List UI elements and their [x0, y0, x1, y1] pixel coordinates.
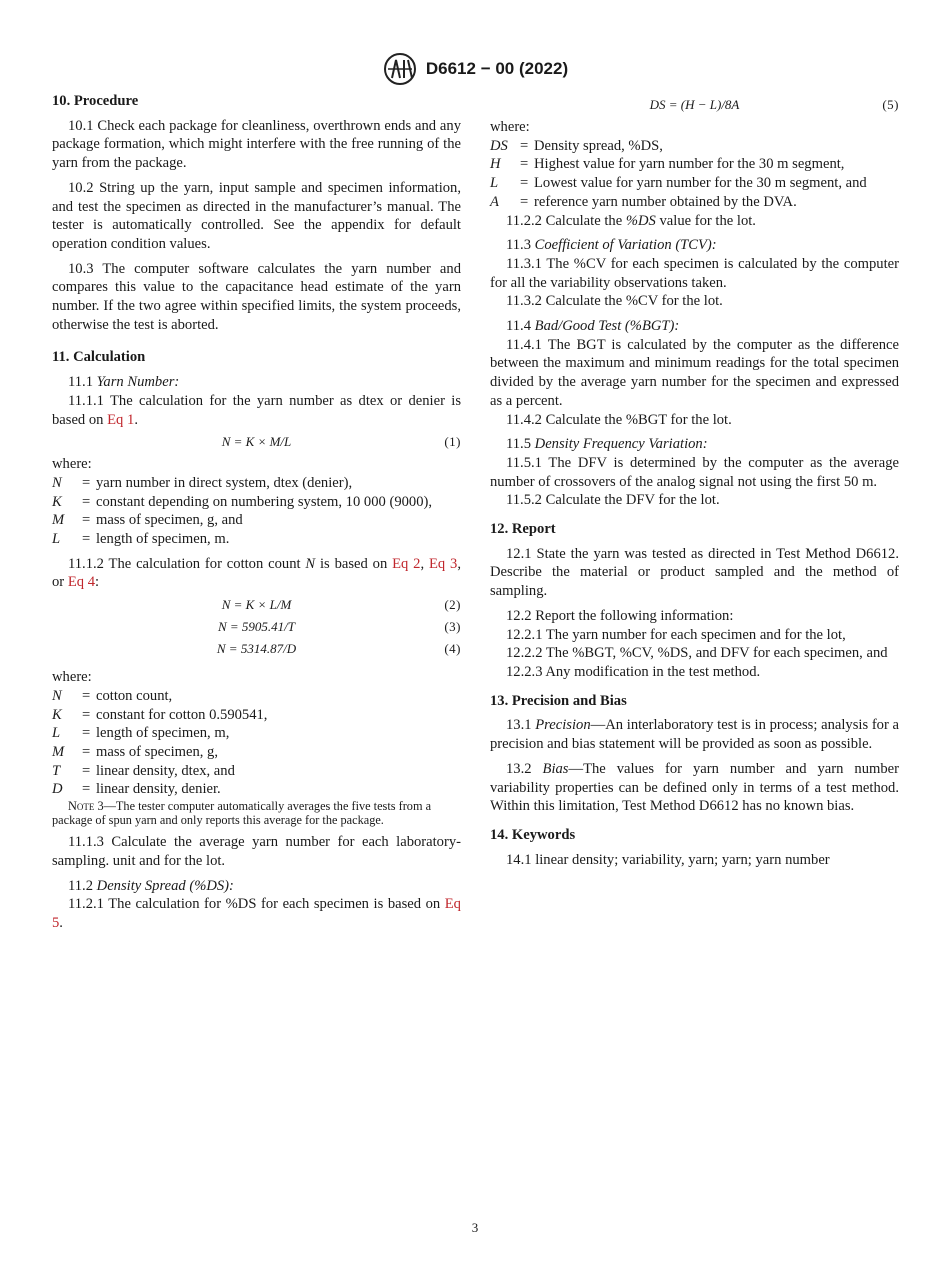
left-column [52, 92, 461, 933]
equation-4: N = 5314.87/D (4) [216, 640, 461, 656]
definition-equals: = [82, 706, 91, 723]
para-13-2: 13.2 Bias—The values for yarn number and yarn number variability properties can be defined only in terms of a test method. Within this limitation, Test Method D6612 has no known bias. [490, 760, 899, 815]
definition-text: linear density, dtex, and [96, 762, 235, 779]
para-10-3: 10.3 The computer software calculates the yarn number and compares this value to the capacitance head estimate of the yarn number. If the two agree within specified limits, the system proceeds, otherwise the test is aborted. [52, 260, 461, 333]
para-11-5: 11.5 Density Frequency Variation: [506, 436, 708, 453]
definitions-list-1 [52, 474, 461, 549]
definition-text: Density spread, %DS, [534, 137, 663, 154]
definition-text: Highest value for yarn number for the 30 m segment, [534, 156, 845, 173]
definition-symbol: N [52, 687, 62, 704]
para-12-2-2: 12.2.2 The %BGT, %CV, %DS, and DFV for each specimen, and [506, 645, 888, 662]
definition-equals: = [82, 687, 91, 704]
para-11-1-1: 11.1.1 The calculation for the yarn number as dtex or denier is based on Eq 1. [52, 392, 461, 428]
definition-symbol: D [52, 781, 63, 798]
eq5-link[interactable]: Eq 5 [52, 896, 461, 931]
para-11-1-3: 11.1.3 Calculate the average yarn number for each laboratory-sampling. unit and for the lot. [52, 834, 461, 869]
definition-equals: = [82, 531, 91, 548]
para-13-1: 13.1 Precision—An interlaboratory test is in process; analysis for a precision and bias statement will be provided as soon as possible. [490, 717, 900, 753]
definition-equals: = [82, 474, 91, 491]
section-13-title: 13. Precision and Bias [490, 692, 627, 709]
para-11-2: 11.2 Density Spread (%DS): [68, 877, 234, 894]
para-12-2-1: 12.2.1 The yarn number for each specimen and for the lot, [506, 626, 846, 643]
definition-text: mass of specimen, g, [96, 743, 218, 760]
definition-equals: = [82, 493, 91, 510]
para-11-2-2: 11.2.2 Calculate the %DS value for the lot. [506, 212, 756, 229]
astm-logo-icon [382, 52, 418, 86]
para-11-5-2: 11.5.2 Calculate the DFV for the lot. [506, 492, 720, 509]
right-column [490, 92, 899, 869]
definition-equals: = [82, 781, 91, 798]
definition-symbol: L [52, 725, 61, 742]
para-12-2-3: 12.2.3 Any modification in the test method. [506, 663, 761, 680]
definition-equals: = [82, 725, 91, 742]
definition-text: length of specimen, m. [96, 531, 230, 548]
para-11-4: 11.4 Bad/Good Test (%BGT): [506, 318, 680, 335]
where-label-3: where: [490, 119, 530, 135]
definition-symbol: K [52, 706, 62, 723]
note-3: Note 3—The tester computer automatically averages the five tests from a package of spun yarn and only reports this average for the package. [52, 799, 432, 828]
definition-equals: = [520, 137, 529, 154]
para-11-4-1: 11.4.1 The BGT is calculated by the computer as the difference between the maximum and minimum readings for the total specimen divided by the average yarn number for the specimen and expressed as a percent. [490, 336, 899, 409]
where-label-1: where: [52, 456, 92, 473]
para-11-3-2: 11.3.2 Calculate the %CV for the lot. [506, 293, 723, 310]
definition-text: reference yarn number obtained by the DVA. [534, 193, 797, 210]
para-14-1: 14.1 linear density; variability, yarn; yarn; yarn number [506, 851, 830, 868]
eq1-link[interactable]: Eq 1 [107, 411, 135, 428]
para-11-2-1: 11.2.1 The calculation for %DS for each specimen is based on Eq 5. [52, 896, 461, 931]
para-11-4-2: 11.4.2 Calculate the %BGT for the lot. [506, 411, 732, 428]
definition-equals: = [82, 512, 91, 529]
definition-symbol: H [490, 156, 501, 173]
definition-equals: = [520, 156, 529, 173]
page-number: 3 [471, 1220, 479, 1235]
section-12-title: 12. Report [490, 521, 556, 538]
section-14-title: 14. Keywords [490, 826, 576, 843]
definition-text: cotton count, [96, 687, 173, 704]
para-10-1: 10.1 Check each package for cleanliness, overthrown ends and any package formation, which might interfere with the free running of the yarn from the package. [52, 117, 461, 172]
definition-text: yarn number in direct system, dtex (denier), [96, 474, 353, 491]
para-12-2: 12.2 Report the following information: [506, 607, 734, 624]
eq3-link[interactable]: Eq 3 [428, 555, 458, 572]
definition-symbol: A [490, 193, 499, 210]
section-11-title: 11. Calculation [52, 349, 146, 366]
definition-equals: = [82, 762, 91, 779]
definition-symbol: N [52, 474, 62, 491]
definition-symbol: L [52, 531, 61, 548]
definition-text: constant depending on numbering system, 10 000 (9000), [96, 493, 433, 510]
definition-equals: = [520, 193, 529, 210]
para-11-5-1: 11.5.1 The DFV is determined by the computer as the average number of crossovers of the analog signal not using the first 50 m. [490, 454, 899, 490]
para-11-3-1: 11.3.1 The %CV for each specimen is calculated by the computer for all the variability observations taken. [490, 255, 899, 291]
definition-symbol: DS [490, 137, 508, 154]
definition-symbol: L [490, 175, 499, 192]
para-11-3: 11.3 Coefficient of Variation (TCV): [506, 237, 717, 254]
definition-equals: = [520, 175, 529, 192]
equation-1: N = K × M/L (1) [221, 433, 461, 449]
document-id: D6612 − 00 (2022) [425, 59, 569, 78]
equation-3: N = 5905.41/T (3) [217, 618, 461, 634]
definitions-list-3 [490, 137, 899, 212]
definition-text: mass of specimen, g, and [96, 512, 243, 529]
para-11-1-2: 11.1.2 The calculation for cotton count N is based on Eq 2, Eq 3, or Eq 4: [52, 555, 461, 591]
definitions-list-2 [52, 687, 461, 799]
section-10-title: 10. Procedure [52, 93, 139, 109]
eq4-link[interactable]: Eq 4 [67, 574, 95, 591]
definition-symbol: K [52, 493, 62, 510]
definition-symbol: M [52, 743, 65, 760]
definition-equals: = [82, 743, 91, 760]
definition-text: length of specimen, m, [96, 725, 230, 742]
para-10-2: 10.2 String up the yarn, input sample and specimen information, and test the specimen as directed in the manufacturer’s manual. The tester is automatically controlled. See the appendix for default operation condition values. [52, 179, 461, 252]
para-12-1: 12.1 State the yarn was tested as directed in Test Method D6612. Describe the material or product sampled and the method of sampling. [490, 545, 899, 600]
equation-5: DS = (H − L)/8A (5) [649, 96, 899, 112]
definition-symbol: T [52, 762, 61, 779]
equation-2: N = K × L/M (2) [221, 596, 461, 612]
eq2-link[interactable]: Eq 2 [392, 555, 421, 572]
definition-text: Lowest value for yarn number for the 30 m segment, and [534, 175, 867, 192]
para-11-1: 11.1 Yarn Number: [68, 374, 180, 391]
definition-text: constant for cotton 0.590541, [96, 706, 268, 723]
page-header [0, 52, 950, 91]
where-label-2: where: [52, 669, 92, 686]
definition-symbol: M [52, 512, 65, 529]
definition-text: linear density, denier. [96, 781, 221, 798]
